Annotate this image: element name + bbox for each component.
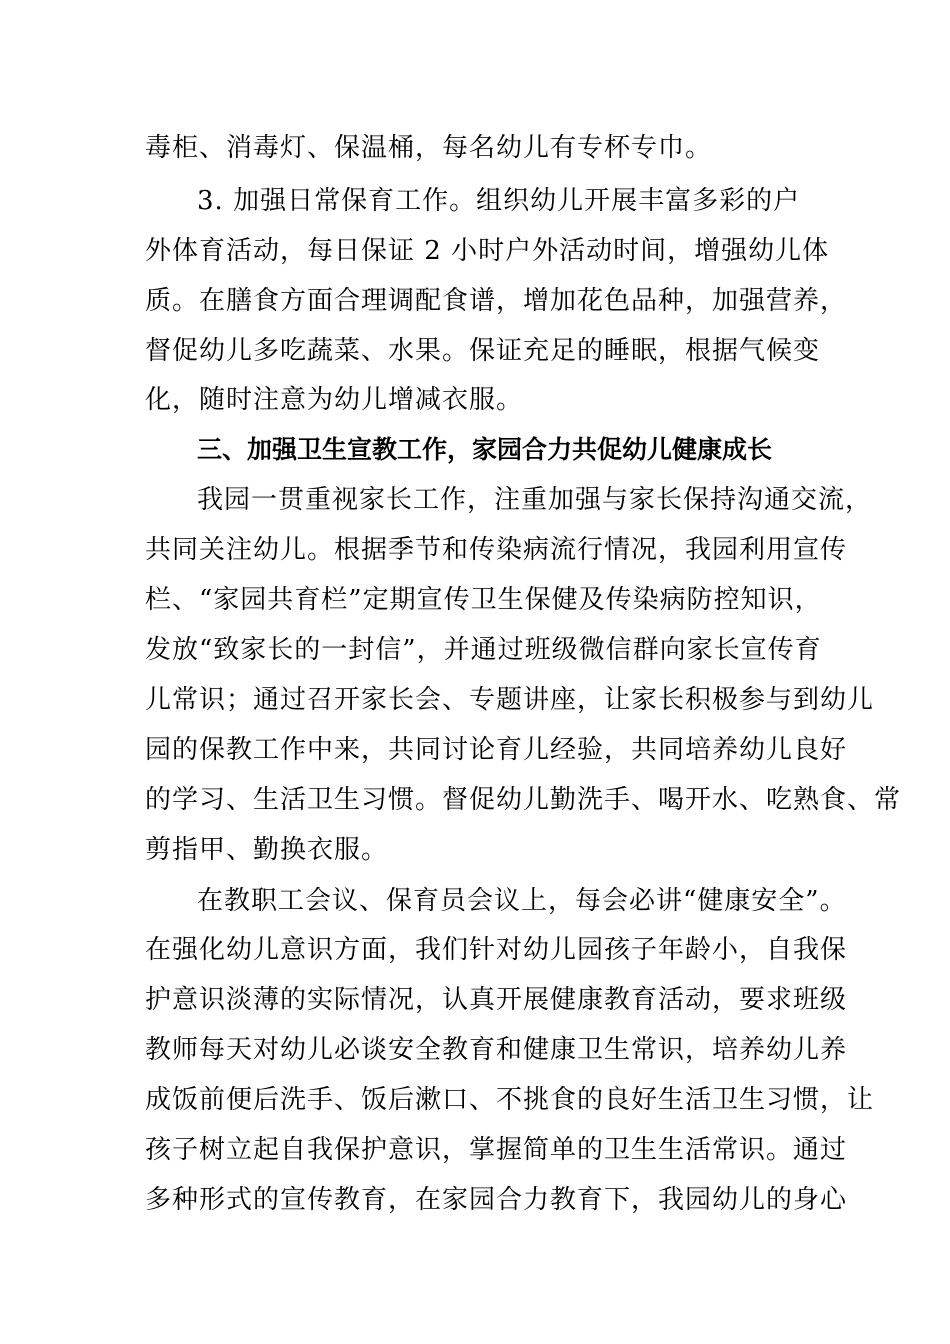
text-line-15: 剪指甲、勤换衣服。 (145, 835, 389, 865)
text-line-5: 督促幼儿多吃蔬菜、水果。保证充足的睡眠，根据气候变 (145, 336, 821, 366)
text-line-2: 3. 加强日常保育工作。组织幼儿开展丰富多彩的户 (197, 186, 801, 216)
text-line-10: 栏、“家园共育栏”定期宣传卫生保健及传染病防控知识， (145, 585, 822, 615)
text-line-20: 成饭前便后洗手、饭后漱口、不挑食的良好生活卫生习惯，让 (145, 1085, 875, 1115)
text-line-18: 护意识淡薄的实际情况，认真开展健康教育活动，要求班级 (145, 985, 848, 1015)
text-line-21: 孩子树立起自我保护意识，掌握简单的卫生生活常识。通过 (145, 1135, 848, 1165)
text-line-1: 毒柜、消毒灯、保温桶，每名幼儿有专杯专巾。 (145, 133, 713, 163)
section-heading: 三、加强卫生宣教工作，家园合力共促幼儿健康成长 (197, 435, 773, 464)
text-line-17: 在强化幼儿意识方面，我们针对幼儿园孩子年龄小，自我保 (145, 935, 848, 965)
text-line-16: 在教职工会议、保育员会议上，每会必讲“健康安全”。 (197, 886, 847, 916)
text-line-9: 共同关注幼儿。根据季节和传染病流行情况，我园利用宣传 (145, 535, 848, 565)
text-line-14: 的学习、生活卫生习惯。督促幼儿勤洗手、喝开水、吃熟食、常 (145, 785, 902, 815)
text-line-3: 外体育活动，每日保证 2 小时户外活动时间，增强幼儿体 (145, 236, 830, 266)
text-line-4: 质。在膳食方面合理调配食谱，增加花色品种，加强营养， (145, 286, 848, 316)
text-line-6: 化，随时注意为幼儿增减衣服。 (145, 385, 524, 415)
text-line-13: 园的保教工作中来，共同讨论育儿经验，共同培养幼儿良好 (145, 735, 848, 765)
text-line-8: 我园一贯重视家长工作，注重加强与家长保持沟通交流， (197, 485, 873, 515)
text-line-12: 儿常识；通过召开家长会、专题讲座，让家长积极参与到幼儿 (145, 685, 875, 715)
text-line-11: 发放“致家长的一封信”，并通过班级微信群向家长宣传育 (145, 635, 822, 665)
text-line-22: 多种形式的宣传教育，在家园合力教育下，我园幼儿的身心 (145, 1185, 848, 1215)
text-line-19: 教师每天对幼儿必谈安全教育和健康卫生常识，培养幼儿养 (145, 1035, 848, 1065)
